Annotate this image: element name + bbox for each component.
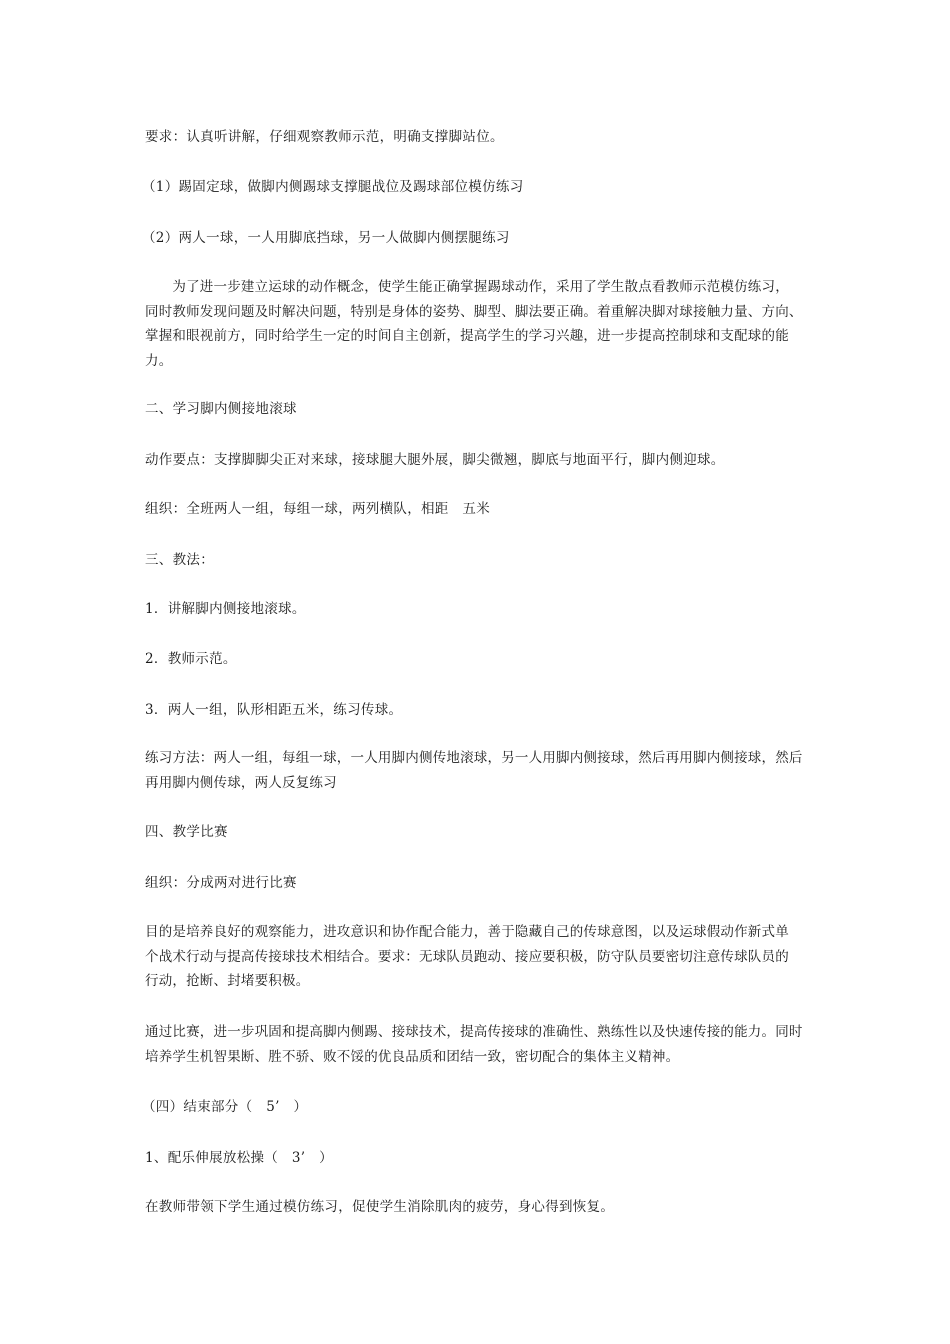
paragraph-line: 力。	[145, 352, 173, 369]
method-item-1: 1．讲解脚内侧接地滚球。	[145, 601, 306, 617]
match-organization-text: 组织：分成两对进行比赛	[145, 875, 297, 891]
ending-description: 在教师带领下学生通过模仿练习，促使学生消除肌肉的疲劳，身心得到恢复。	[145, 1199, 615, 1215]
paragraph-line: 个战术行动与提高传接球技术相结合。要求：无球队员跑动、接应要积极，防守队员要密切注意传球队员的	[145, 948, 789, 965]
paragraph-line: 练习方法：两人一组，每组一球，一人用脚内侧传地滚球，另一人用脚内侧接球，然后再用脚内侧接球，然后	[145, 750, 803, 766]
practice-item-1: （1）踢固定球，做脚内侧踢球支撑腿战位及踢球部位模仿练习	[142, 179, 524, 195]
ending-section-heading: （四）结束部分（ 5’ ）	[142, 1099, 308, 1115]
requirement-text: 要求：认真听讲解，仔细观察教师示范，明确支撑脚站位。	[145, 129, 504, 145]
summary-paragraph	[145, 1020, 815, 1069]
method-item-3: 3．两人一组，队形相距五米，练习传球。	[145, 702, 403, 718]
paragraph-line: 同时教师发现问题及时解决问题，特别是身体的姿势、脚型、脚法要正确。着重解决脚对球接触力量、方向、	[145, 303, 803, 320]
paragraph-line: 再用脚内侧传球，两人反复练习	[145, 774, 337, 791]
intro-paragraph	[145, 275, 815, 373]
paragraph-line: 目的是培养良好的观察能力，进攻意识和协作配合能力，善于隐藏自己的传球意图，以及运球假动作新式单	[145, 924, 789, 940]
practice-method-paragraph	[145, 746, 815, 795]
paragraph-line: 培养学生机智果断、胜不骄、败不馁的优良品质和团结一致，密切配合的集体主义精神。	[145, 1048, 680, 1065]
paragraph-line: 掌握和眼视前方，同时给学生一定的时间自主创新，提高学生的学习兴趣，进一步提高控制球和支配球的能	[145, 328, 789, 344]
paragraph-line: 通过比赛，进一步巩固和提高脚内侧踢、接球技术，提高传接球的准确性、熟练性以及快速传接的能力。同时	[145, 1024, 803, 1040]
action-points-text: 动作要点：支撑脚脚尖正对来球，接球腿大腿外展，脚尖微翘，脚底与地面平行，脚内侧迎球。	[145, 452, 725, 468]
section-3-heading: 三、教法：	[145, 552, 214, 568]
organization-text: 组织：全班两人一组，每组一球，两列横队，相距 五米	[145, 501, 490, 517]
paragraph-line: 为了进一步建立运球的动作概念，使学生能正确掌握踢球动作，采用了学生散点看教师示范模仿练习，	[145, 279, 789, 295]
ending-item-1: 1、配乐伸展放松操（ 3’ ）	[145, 1150, 333, 1166]
section-2-heading: 二、学习脚内侧接地滚球	[145, 401, 297, 417]
paragraph-line: 行动，抢断、封堵要积极。	[145, 973, 310, 989]
practice-item-2: （2）两人一球，一人用脚底挡球，另一人做脚内侧摆腿练习	[142, 230, 510, 246]
method-item-2: 2．教师示范。	[145, 651, 237, 667]
purpose-paragraph	[145, 920, 815, 994]
section-4-heading: 四、教学比赛	[145, 824, 228, 840]
